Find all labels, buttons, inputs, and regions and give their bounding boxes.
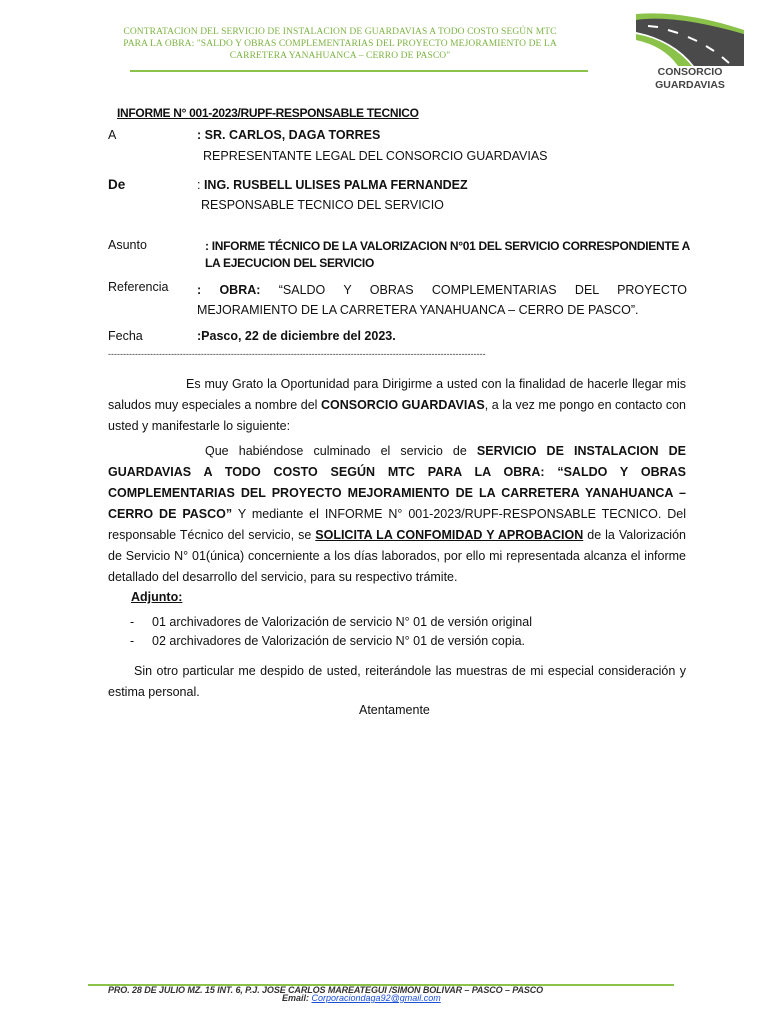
field-value-asunto: : INFORME TÉCNICO DE LA VALORIZACION N°01 DEL SERVICIO CORRESPONDIENTE A LA EJECUCION DEL SERVICIO [205,239,690,270]
footer-email-label: Email: [282,993,312,1003]
field-name-de: ING. RUSBELL ULISES PALMA FERNANDEZ [203,178,468,192]
footer-email [282,993,441,1003]
list-item-text: 01 archivadores de Valorización de servicio N° 01 de versión original [152,615,532,629]
field-colon-de: : [197,178,204,192]
field-value-fecha: :Pasco, 22 de diciembre del 2023. [197,329,396,343]
ref-text: “SALDO Y OBRAS COMPLEMENTARIAS DEL PROYECTO MEJORAMIENTO DE LA CARRETERA YANAHUANCA – CERRO DE PASCO”. [197,283,687,317]
paragraph-1 [108,374,686,437]
list-item-text: 02 archivadores de Valorización de servicio N° 01 de versión copia. [152,634,526,648]
p1-company: CONSORCIO GUARDAVIAS [320,398,485,412]
bullet-dash: - [130,615,135,629]
closing: Atentamente [359,703,430,717]
field-label-a: A [108,128,117,142]
list-item [130,615,532,629]
header-line-2: PARA LA OBRA: "SALDO Y OBRAS COMPLEMENTARIAS DEL PROYECTO MEJORAMIENTO DE LA [123,39,557,49]
adjunto-heading: Adjunto: [131,590,183,604]
header-line-3: CARRETERA YANAHUANCA – CERRO DE PASCO" [229,51,451,61]
field-role-a: REPRESENTANTE LEGAL DEL CONSORCIO GUARDAVIAS [203,149,548,163]
header-text [100,26,580,62]
bullet-dash: - [130,634,135,648]
footer-email-link[interactable]: Corporaciondaga92@gmail.com [311,993,441,1003]
logo-line-1: CONSORCIO [657,66,723,78]
paragraph-3: Sin otro particular me despido de usted, reiterándole las muestras de mi especial consideración y estima personal. [108,664,686,699]
p1-text-c: , a la vez me pongo en contacto con usted y manifestarle lo siguiente: [108,398,686,433]
header-line-1: CONTRATACION DEL SERVICIO DE INSTALACION DE GUARDAVIAS A TODO COSTO SEGÚN MTC [123,27,557,37]
p2-text-a: Que habiéndose culminado el servicio de [205,444,477,458]
field-value-a: : SR. CARLOS, DAGA TORRES [197,128,381,142]
p2-text-c: Y mediante el INFORME N° 001-2023/RUPF-RESPONSABLE TECNICO. Del responsable Técnico del servicio, se [108,507,686,542]
field-value-referencia [197,280,687,320]
p1-text-a: Es muy Grato la Oportunidad para Dirigirme a usted con la finalidad de hacerle llegar mis saludos muy especiales a nombre del [108,377,686,412]
logo-line-2: GUARDAVIAS [655,79,725,91]
field-label-referencia: Referencia [108,280,169,294]
header-divider [130,70,588,72]
road-logo-icon [634,10,746,66]
document-title: INFORME N° 001-2023/RUPF-RESPONSABLE TECNICO [117,106,419,120]
footer-address: PRO. 28 DE JULIO MZ. 15 INT. 6, P.J. JOSE CARLOS MAREATEGUI /SIMON BOLIVAR – PASCO – PASCO [108,985,544,995]
field-label-de: De [108,177,126,192]
p2-request: SOLICITA LA CONFOMIDAD Y APROBACION [315,528,584,542]
p2-text-e: de la Valorización de Servicio N° 01(única) concerniente a los días laborados, por ello mi representada alcanza el informe detallado del desarrollo del servicio, para su respectivo trámite. [108,528,686,584]
ref-bold: : OBRA: [197,283,261,297]
p2-service: SERVICIO DE INSTALACION DE GUARDAVIAS A TODO COSTO SEGÚN MTC PARA LA OBRA: “SALDO Y OBRAS COMPLEMENTARIAS DEL PROYECTO MEJORAMIENTO DE LA CARRETERA YANAHUANCA – CERRO DE PASCO” [108,444,686,521]
logo-text [634,66,746,92]
field-label-fecha: Fecha [108,329,143,343]
separator-line: ------------------------------------------------------------------------------------------------------------------------------ [108,349,486,359]
list-item [130,634,525,648]
paragraph-2 [108,441,686,588]
field-value-de [197,178,468,192]
field-label-asunto: Asunto [108,238,147,252]
field-role-de: RESPONSABLE TECNICO DEL SERVICIO [201,198,444,212]
